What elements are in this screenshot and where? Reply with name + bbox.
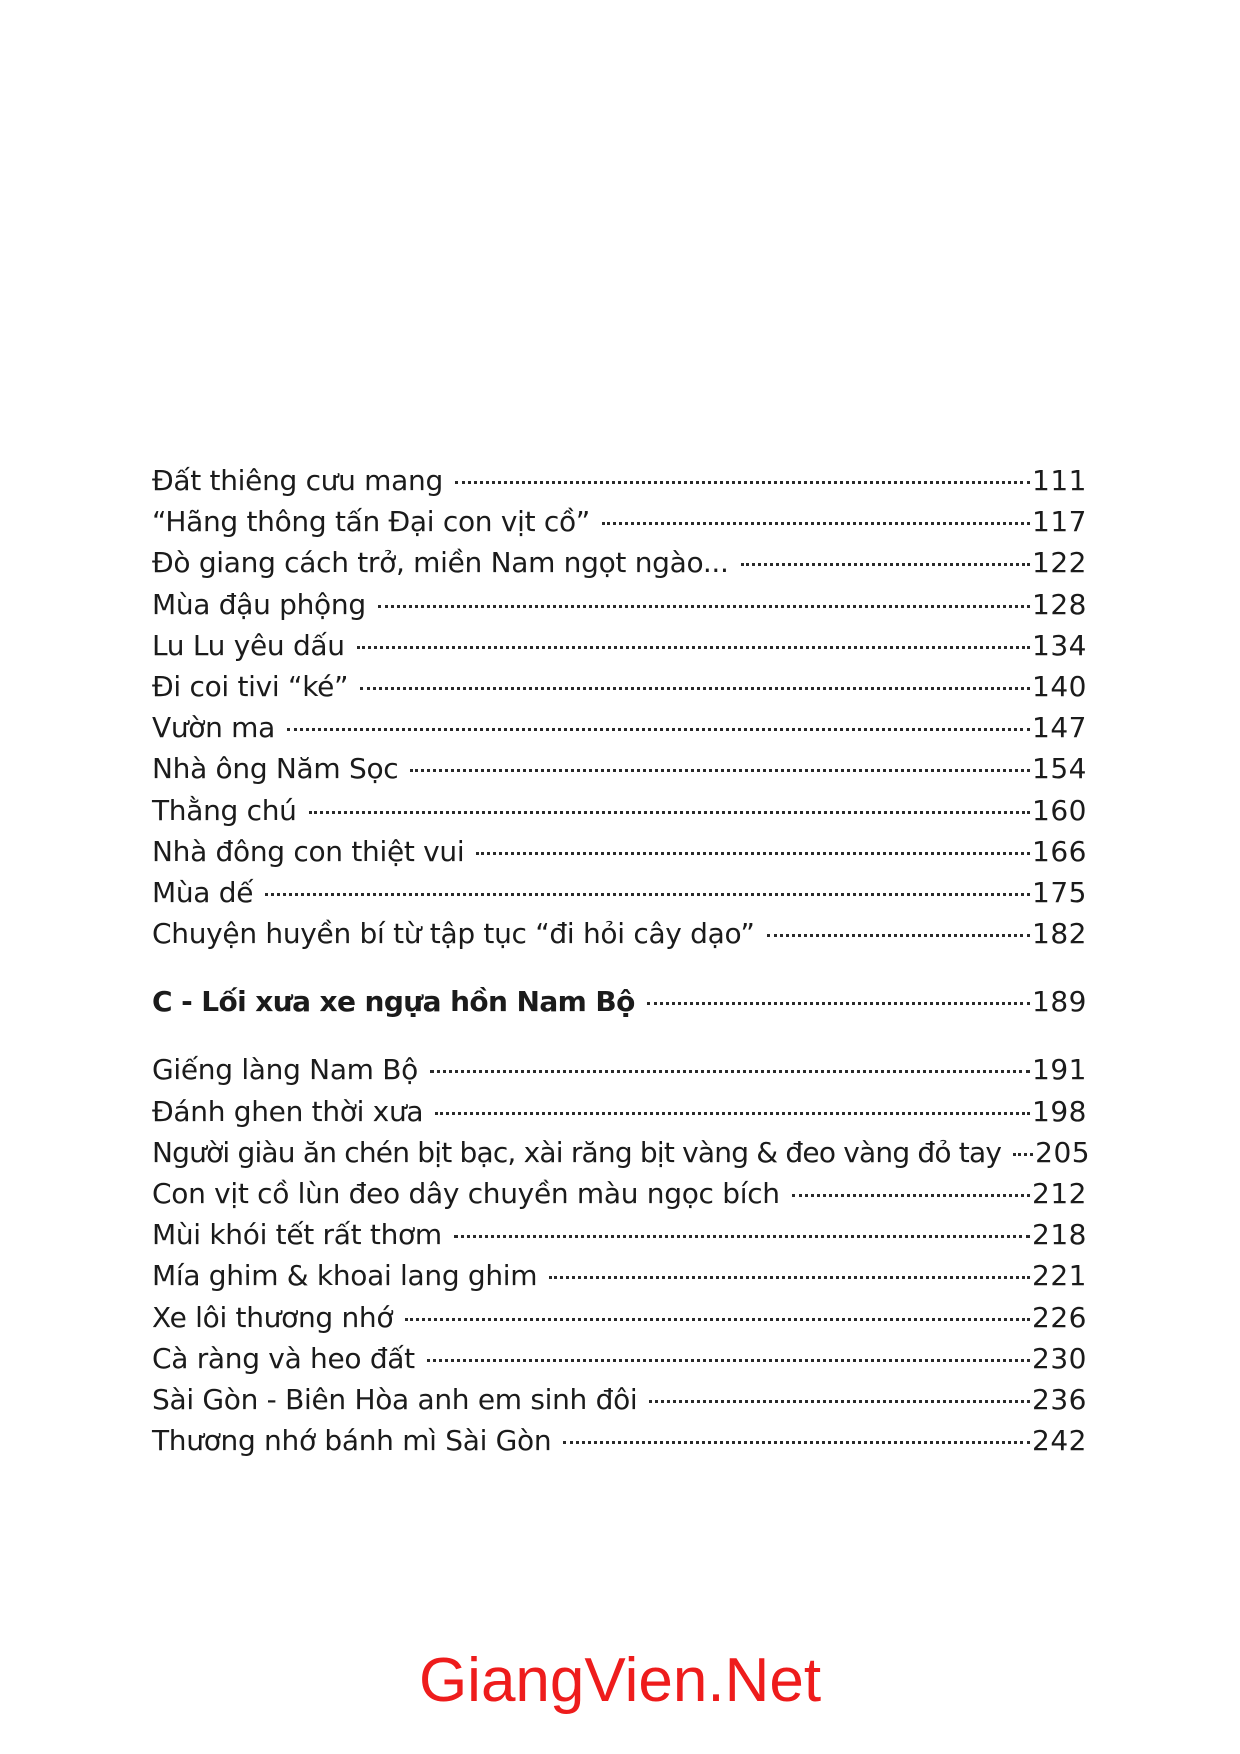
toc-entry-title: Vườn ma bbox=[152, 711, 276, 745]
toc-entry bbox=[152, 1338, 1087, 1379]
toc-entry-page: 230 bbox=[1032, 1341, 1087, 1375]
toc-entry-page: 226 bbox=[1032, 1300, 1087, 1334]
toc-entry-page: 212 bbox=[1032, 1177, 1087, 1210]
dot-leader bbox=[549, 1276, 1030, 1279]
toc-entry bbox=[152, 1420, 1087, 1461]
dot-leader bbox=[563, 1441, 1030, 1444]
dot-leader bbox=[378, 605, 1030, 608]
toc-entry bbox=[152, 913, 1087, 954]
dot-leader bbox=[430, 1070, 1030, 1073]
dot-leader bbox=[454, 1235, 1030, 1238]
toc-section-title: C - Lối xưa xe ngựa hồn Nam Bộ bbox=[152, 985, 635, 1019]
toc-entry-title: Đò giang cách trở, miền Nam ngọt ngào... bbox=[152, 546, 729, 580]
toc-entry bbox=[152, 748, 1087, 789]
toc-entry-title: Chuyện huyền bí từ tập tục “đi hỏi cây dạo” bbox=[152, 917, 755, 951]
toc-entry-title: Đi coi tivi “ké” bbox=[152, 669, 349, 703]
toc-entry bbox=[152, 584, 1087, 625]
toc-entry-page: 160 bbox=[1032, 793, 1087, 827]
toc-entry-page: 218 bbox=[1032, 1218, 1087, 1252]
toc-entry bbox=[152, 666, 1087, 707]
toc-entry-page: 147 bbox=[1032, 711, 1087, 745]
toc-entry-page: 182 bbox=[1032, 917, 1087, 951]
toc-entry bbox=[152, 707, 1087, 748]
toc-entry-title: Giếng làng Nam Bộ bbox=[152, 1053, 418, 1087]
toc-entry bbox=[152, 1297, 1087, 1338]
toc-entry-page: 134 bbox=[1032, 628, 1087, 662]
dot-leader bbox=[649, 1400, 1030, 1403]
toc-entry bbox=[152, 872, 1087, 913]
toc-entry-page: 122 bbox=[1032, 546, 1087, 580]
toc-entry bbox=[152, 1091, 1087, 1132]
toc-entry-title: Mùi khói tết rất thơm bbox=[152, 1218, 442, 1252]
dot-leader bbox=[309, 811, 1030, 814]
dot-leader bbox=[405, 1318, 1030, 1321]
toc-entry-page: 191 bbox=[1032, 1053, 1087, 1087]
dot-leader bbox=[357, 646, 1030, 649]
toc-entry-title: Thương nhớ bánh mì Sài Gòn bbox=[152, 1424, 552, 1458]
toc-entry-title: Nhà ông Năm Sọc bbox=[152, 752, 399, 786]
toc-entry-page: 128 bbox=[1032, 587, 1087, 621]
dot-leader bbox=[792, 1194, 1030, 1197]
dot-leader bbox=[741, 563, 1030, 566]
toc-entry-title: Cà ràng và heo đất bbox=[152, 1341, 415, 1375]
dot-leader bbox=[287, 728, 1030, 731]
toc-entry-title: Mía ghim & khoai lang ghim bbox=[152, 1259, 538, 1293]
toc-entry-page: 205 bbox=[1035, 1135, 1091, 1169]
toc-entry-page: 117 bbox=[1032, 505, 1087, 539]
dot-leader bbox=[602, 522, 1030, 525]
dot-leader bbox=[410, 769, 1030, 772]
toc-entry-title: Thằng chú bbox=[152, 793, 297, 827]
dot-leader bbox=[360, 687, 1030, 690]
toc-entry bbox=[152, 1379, 1087, 1420]
toc-entry-title: “Hãng thông tấn Đại con vịt cồ” bbox=[152, 505, 591, 539]
toc-entry-title: Lu Lu yêu dấu bbox=[152, 628, 345, 662]
toc-entry-title: Xe lôi thương nhớ bbox=[152, 1300, 394, 1334]
table-of-contents bbox=[152, 460, 1091, 1461]
dot-leader bbox=[455, 481, 1030, 484]
toc-entry-page: 198 bbox=[1032, 1094, 1087, 1128]
dot-leader bbox=[647, 1002, 1030, 1005]
toc-entry bbox=[152, 542, 1087, 583]
toc-entry-page: 140 bbox=[1032, 669, 1087, 703]
toc-entry bbox=[152, 1132, 1091, 1173]
toc-entry bbox=[152, 1255, 1087, 1296]
toc-entry bbox=[152, 625, 1087, 666]
toc-entry bbox=[152, 790, 1087, 831]
toc-entry-title: Mùa dế bbox=[152, 875, 254, 909]
toc-entry-page: 111 bbox=[1032, 464, 1087, 497]
dot-leader bbox=[476, 852, 1030, 855]
toc-entry-page: 221 bbox=[1032, 1259, 1087, 1293]
toc-entry-title: Nhà đông con thiệt vui bbox=[152, 834, 465, 868]
dot-leader bbox=[427, 1359, 1030, 1362]
toc-entry bbox=[152, 1173, 1087, 1214]
toc-entry-page: 175 bbox=[1032, 875, 1087, 909]
toc-entry bbox=[152, 831, 1087, 872]
toc-entry-title: Mùa đậu phộng bbox=[152, 587, 366, 621]
toc-entry-page: 166 bbox=[1032, 834, 1087, 868]
toc-entry-title: Đánh ghen thời xưa bbox=[152, 1094, 424, 1128]
toc-entry-title: Sài Gòn - Biên Hòa anh em sinh đôi bbox=[152, 1382, 638, 1416]
toc-entry-title: Con vịt cồ lùn đeo dây chuyền màu ngọc bích bbox=[152, 1177, 780, 1210]
toc-entry-title: Người giàu ăn chén bịt bạc, xài răng bịt vàng & đeo vàng đỏ tay bbox=[152, 1135, 1002, 1169]
toc-entry-title: Đất thiêng cưu mang bbox=[152, 464, 443, 497]
toc-section-page: 189 bbox=[1032, 985, 1087, 1019]
toc-entry bbox=[152, 1049, 1087, 1090]
toc-entry bbox=[152, 501, 1087, 542]
watermark-text: GiangVien.Net bbox=[418, 1646, 822, 1715]
toc-entry-page: 154 bbox=[1032, 752, 1087, 786]
dot-leader bbox=[1013, 1153, 1033, 1156]
toc-entry bbox=[152, 460, 1087, 501]
toc-entry-page: 242 bbox=[1032, 1424, 1087, 1458]
dot-leader bbox=[767, 934, 1031, 937]
toc-entry bbox=[152, 1214, 1087, 1255]
dot-leader bbox=[265, 893, 1030, 896]
toc-section-heading bbox=[152, 981, 1087, 1022]
toc-entry-page: 236 bbox=[1032, 1382, 1087, 1416]
dot-leader bbox=[435, 1112, 1030, 1115]
